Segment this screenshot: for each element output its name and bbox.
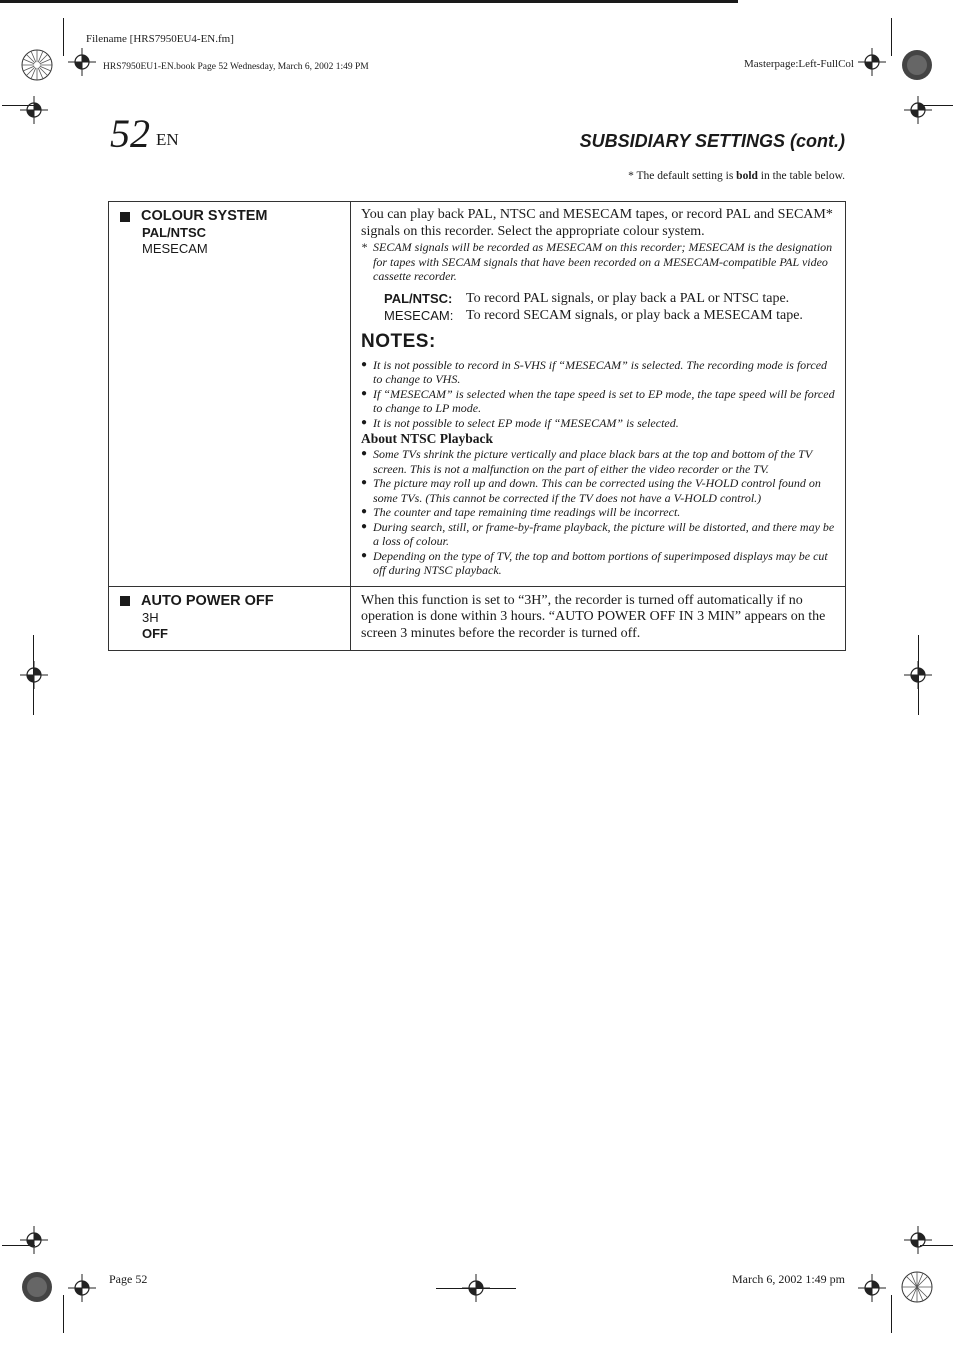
secam-footnote bbox=[361, 240, 835, 284]
bullet-icon: ● bbox=[361, 549, 368, 561]
page-language: EN bbox=[156, 130, 179, 149]
crosshair-icon bbox=[20, 661, 48, 689]
note-item bbox=[361, 549, 835, 578]
definition-pal-ntsc bbox=[384, 290, 835, 307]
colour-system-title: COLOUR SYSTEM bbox=[141, 208, 268, 224]
colour-system-description: You can play back PAL, NTSC and MESECAM tapes, or record PAL and SECAM* signals on this recorder. Select the appropriate colour system. bbox=[361, 207, 833, 239]
colour-system-heading bbox=[120, 208, 340, 225]
auto-power-off-description: When this function is set to “3H”, the recorder is turned off automatically if no operation is done within 3 hours. “AUTO POWER OFF IN 3 MIN” appears on the screen 3 minutes before the recorder is turned off. bbox=[361, 592, 826, 641]
setting-description-cell bbox=[351, 586, 846, 651]
option-off: OFF bbox=[142, 625, 168, 641]
crosshair-icon bbox=[20, 96, 48, 124]
definition-text: To record PAL signals, or play back a PAL or NTSC tape. bbox=[466, 290, 790, 306]
note-item bbox=[361, 387, 835, 416]
bullet-icon: ● bbox=[361, 416, 368, 428]
note-text: The counter and tape remaining time readings will be incorrect. bbox=[373, 505, 681, 519]
setting-name-cell bbox=[109, 586, 351, 651]
option-mesecam: MESECAM bbox=[142, 241, 208, 256]
definition-text: To record SECAM signals, or play back a MESECAM tape. bbox=[466, 307, 803, 323]
option-3h: 3H bbox=[142, 609, 159, 625]
square-bullet-icon bbox=[120, 212, 130, 222]
registration-target-icon bbox=[900, 48, 934, 82]
section-title: SUBSIDIARY SETTINGS (cont.) bbox=[579, 131, 845, 151]
default-note-bold: bold bbox=[736, 170, 758, 182]
crosshair-icon bbox=[858, 1274, 886, 1302]
default-note-prefix: * The default setting is bbox=[628, 170, 737, 182]
note-text: It is not possible to record in S-VHS if “MESECAM” is selected. The recording mode is forced to change to VHS. bbox=[373, 357, 828, 386]
auto-power-off-heading bbox=[120, 593, 340, 610]
masterpage-label: Masterpage:Left-FullCol bbox=[744, 58, 854, 70]
settings-table bbox=[108, 201, 846, 651]
note-item bbox=[361, 416, 835, 431]
default-note-suffix: in the table below. bbox=[757, 170, 845, 182]
footer-page-label: Page 52 bbox=[109, 1272, 148, 1286]
filename-label: Filename [HRS7950EU4-EN.fm] bbox=[86, 33, 234, 45]
table-row-colour-system bbox=[109, 202, 846, 587]
footer-date-label: March 6, 2002 1:49 pm bbox=[732, 1272, 845, 1286]
note-text: Some TVs shrink the picture vertically and place black bars at the top and bottom of the TV screen. This is not a malfunction on the part of either the video recorder or the TV. bbox=[373, 447, 812, 476]
bullet-icon: ● bbox=[361, 506, 368, 517]
ntsc-playback-heading: About NTSC Playback bbox=[361, 431, 494, 446]
setting-name-cell bbox=[109, 202, 351, 587]
crosshair-icon bbox=[904, 96, 932, 124]
footnote-text: SECAM signals will be recorded as MESECAM on this recorder; MESECAM is the designation for tapes with SECAM signals that have been recorded on a MESECAM-compatible PAL video cassette recorder. bbox=[373, 240, 833, 283]
crosshair-icon bbox=[462, 1274, 490, 1302]
auto-power-off-title: AUTO POWER OFF bbox=[141, 592, 274, 609]
bullet-icon: ● bbox=[361, 477, 368, 488]
crosshair-icon bbox=[858, 48, 886, 76]
bullet-icon: ● bbox=[361, 387, 368, 399]
page-number: 52 bbox=[110, 111, 150, 156]
header-rule bbox=[0, 0, 738, 3]
footnote-mark: * bbox=[361, 240, 367, 254]
setting-description-cell bbox=[351, 202, 846, 587]
crosshair-icon bbox=[20, 1226, 48, 1254]
note-text: During search, still, or frame-by-frame playback, the picture will be distorted, and there may be a loss of colour. bbox=[373, 519, 835, 548]
note-item bbox=[361, 505, 835, 520]
square-bullet-icon bbox=[120, 596, 130, 606]
note-item bbox=[361, 520, 835, 549]
registration-target-icon bbox=[900, 1270, 934, 1304]
bullet-icon: ● bbox=[361, 520, 368, 532]
bullet-icon: ● bbox=[361, 448, 368, 459]
note-text: It is not possible to select EP mode if “MESECAM” is selected. bbox=[373, 415, 679, 430]
option-pal-ntsc: PAL/NTSC bbox=[142, 225, 207, 240]
registration-target-icon bbox=[20, 48, 54, 82]
note-item bbox=[361, 358, 835, 387]
definition-term: MESECAM: bbox=[384, 307, 454, 323]
crosshair-icon bbox=[68, 1274, 96, 1302]
table-row-auto-power-off bbox=[109, 586, 846, 651]
crosshair-icon bbox=[68, 48, 96, 76]
note-text: The picture may roll up and down. This can be corrected using the V-HOLD control found on some TVs. (This cannot be corrected if the TV does not have a V-HOLD control.) bbox=[373, 476, 821, 505]
crosshair-icon bbox=[904, 1226, 932, 1254]
note-text: Depending on the type of TV, the top and bottom portions of superimposed displays may be cut off during NTSC playback. bbox=[373, 548, 828, 577]
notes-heading: NOTES: bbox=[361, 330, 436, 352]
default-setting-note bbox=[628, 170, 845, 182]
definition-term: PAL/NTSC: bbox=[384, 290, 453, 306]
registration-target-icon bbox=[20, 1270, 54, 1304]
crosshair-icon bbox=[904, 661, 932, 689]
bullet-icon: ● bbox=[361, 358, 368, 370]
note-text: If “MESECAM” is selected when the tape speed is set to EP mode, the tape speed will be forced to change to LP mode. bbox=[373, 386, 835, 415]
note-item bbox=[361, 447, 835, 476]
definition-mesecam bbox=[384, 307, 835, 324]
note-item bbox=[361, 476, 835, 505]
book-info-label: HRS7950EU1-EN.book Page 52 Wednesday, March 6, 2002 1:49 PM bbox=[103, 62, 369, 72]
